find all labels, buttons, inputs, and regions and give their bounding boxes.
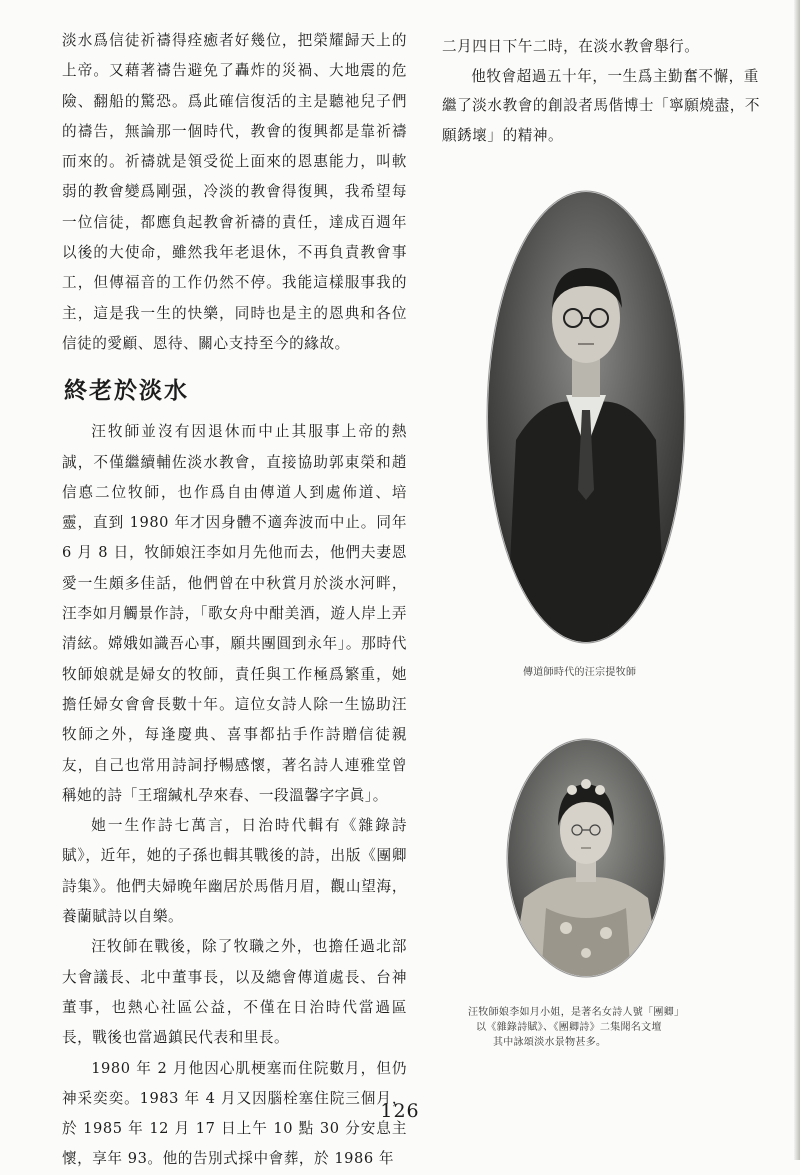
portrait-man-icon	[486, 190, 686, 645]
page-spine-shadow	[794, 0, 800, 1160]
left-column	[62, 26, 407, 1175]
photo-caption-2-line-1: 汪牧師娘李如月小姐，是著名女詩人號「團卿」	[468, 1007, 685, 1018]
portrait-photo-2	[506, 738, 666, 978]
body-line: 二月四日下午二時，在淡水教會舉行。	[442, 38, 700, 55]
right-column	[442, 32, 798, 150]
body-line: 他牧會超過五十年，一生爲主勤奮不懈，重	[471, 67, 759, 85]
section-heading: 終老於淡水	[64, 377, 189, 405]
photo-caption-2-line-2: 以《雜錄詩賦》、《團卿詩》二集聞名文壇	[476, 1022, 662, 1033]
photo-caption-2-line-3: 其中詠頌淡水景物甚多。	[493, 1037, 607, 1048]
page-number: 126	[380, 1100, 420, 1122]
photo-caption-1: 傳道師時代的汪宗提牧師	[523, 667, 637, 678]
body-line: 願銹壞」的精神。	[442, 126, 564, 144]
body-paragraph: 1980 年 2 月他因心肌梗塞而住院數月，但仍神采奕奕。1983 年 4 月又因腦栓塞住院三個月，於 1985 年 12 月 17 日上午 10 點 30 分安息主懷，享年 93。他的告別式採中會葬，於 1986 年	[62, 1059, 407, 1168]
body-paragraph: 汪牧師並沒有因退休而中止其服事上帝的熱誠，不僅繼續輔佐淡水教會，直接協助郭東榮和趙信悳二位牧師，也作爲自由傳道人到處佈道、培靈，直到 1980 年才因身體不適奔波而中止。同年 6 月 8 日，牧師娘汪李如月先他而去，他們夫妻恩愛一生頗多佳話，他們曾在中秋賞月於淡水河畔，汪李如月觸景作詩，「歌女舟中酣美酒，遊人岸上弄清絃。嫦娥如識吾心事，願共團圓到永年」。那時代牧師娘就是婦女的牧師，責任與工作極爲繁重，她擔任婦女會會長數十年。這位女詩人除一生協助汪牧師之外，每逢慶典、喜事都拈手作詩贈信徒親友，自己也常用詩詞抒暢感懷，著名詩人連雅堂曾稱她的詩「王瑠緘札孕來春、一段溫馨字字眞」。	[62, 423, 407, 804]
body-paragraph: 淡水爲信徒祈禱得痊癒者好幾位，把榮耀歸天上的上帝。又藉著禱告避免了轟炸的災禍、大地震的危險、翻船的驚恐。爲此確信復活的主是聽祂兒子們的禱告，無論那一個時代，教會的復興都是靠祈禱而來的。祈禱就是領受從上面來的恩惠能力，叫軟弱的教會變爲剛强，冷淡的教會得復興，我希望每一位信徒，都應負起教會祈禱的責任，達成百週年以後的大使命，雖然我年老退休，不再負責教會事工，但傳福音的工作仍然不停。我能這樣服事我的主，這是我一生的快樂，同時也是主的恩典和各位信徒的愛顧、恩待、關心支持至今的緣故。	[62, 32, 407, 352]
portrait-woman-icon	[506, 738, 666, 978]
body-paragraph: 她一生作詩七萬言，日治時代輯有《雜錄詩賦》，近年，她的子孫也輯其戰後的詩，出版《團卿詩集》。他們夫婦晚年幽居於馬偕月眉，觀山望海，養蘭賦詩以自樂。	[62, 817, 407, 926]
portrait-photo-1	[486, 190, 686, 645]
body-line: 繼了淡水教會的創設者馬偕博士「寧願燒盡，不	[442, 97, 761, 114]
body-paragraph: 汪牧師在戰後，除了牧職之外，也擔任過北部大會議長、北中董事長，以及總會傳道處長、台神董事，也熱心社區公益，不僅在日治時代當過區長，戰後也當過鎮民代表和里長。	[62, 938, 407, 1047]
